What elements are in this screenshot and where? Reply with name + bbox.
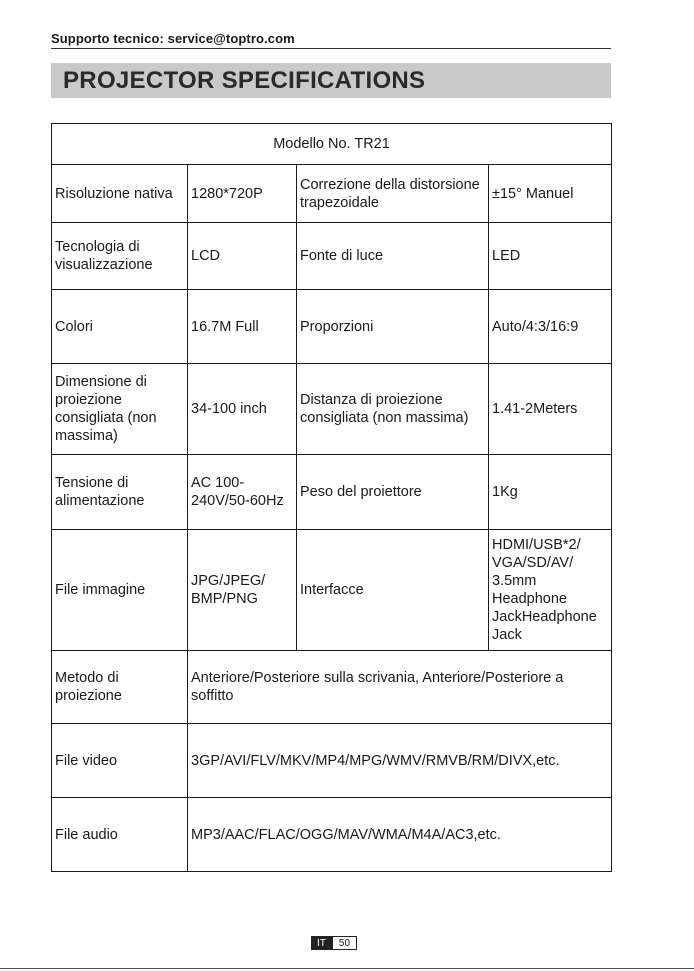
spec-value: Anteriore/Posteriore sulla scrivania, Anteriore/Posteriore a soffitto (188, 651, 612, 724)
spec-label: Tensione di alimentazione (52, 455, 188, 530)
page-number-badge (311, 936, 357, 950)
page-number: 50 (332, 936, 357, 950)
table-row (52, 530, 612, 651)
spec-value: AC 100-240V/50-60Hz (188, 455, 297, 530)
table-row (52, 724, 612, 798)
table-row (52, 223, 612, 290)
spec-value: MP3/AAC/FLAC/OGG/MAV/WMA/M4A/AC3,etc. (188, 798, 612, 872)
spec-value: HDMI/USB*2/ VGA/SD/AV/ 3.5mm Headphone JackHeadphone Jack (489, 530, 612, 651)
table-row (52, 651, 612, 724)
spec-label: File video (52, 724, 188, 798)
table-row (52, 455, 612, 530)
spec-value: 34-100 inch (188, 364, 297, 455)
spec-label: Dimensione di proiezione consigliata (non massima) (52, 364, 188, 455)
spec-label: File audio (52, 798, 188, 872)
section-title: PROJECTOR SPECIFICATIONS (51, 63, 611, 98)
spec-value: Auto/4:3/16:9 (489, 290, 612, 364)
spec-label: Distanza di proiezione consigliata (non massima) (297, 364, 489, 455)
table-row (52, 290, 612, 364)
spec-label: Peso del proiettore (297, 455, 489, 530)
spec-value: LED (489, 223, 612, 290)
footer-divider (0, 968, 694, 969)
table-row (52, 798, 612, 872)
spec-value: 1Kg (489, 455, 612, 530)
spec-value: JPG/JPEG/ BMP/PNG (188, 530, 297, 651)
table-title-row (52, 124, 612, 165)
spec-label: Tecnologia di visualizzazione (52, 223, 188, 290)
specs-table (51, 123, 612, 872)
spec-value: ±15° Manuel (489, 165, 612, 223)
support-contact: Supporto tecnico: service@toptro.com (51, 31, 295, 46)
header-divider (51, 48, 611, 49)
spec-label: Colori (52, 290, 188, 364)
spec-label: Proporzioni (297, 290, 489, 364)
spec-value: LCD (188, 223, 297, 290)
spec-label: Risoluzione nativa (52, 165, 188, 223)
spec-value: 1.41-2Meters (489, 364, 612, 455)
spec-label: Fonte di luce (297, 223, 489, 290)
spec-value: 16.7M Full (188, 290, 297, 364)
spec-label: Correzione della distorsione trapezoidale (297, 165, 489, 223)
table-row (52, 364, 612, 455)
spec-label: Interfacce (297, 530, 489, 651)
table-row (52, 165, 612, 223)
spec-label: File immagine (52, 530, 188, 651)
model-number: Modello No. TR21 (52, 124, 612, 165)
spec-label: Metodo di proiezione (52, 651, 188, 724)
spec-value: 3GP/AVI/FLV/MKV/MP4/MPG/WMV/RMVB/RM/DIVX,etc. (188, 724, 612, 798)
language-code: IT (311, 936, 332, 950)
spec-value: 1280*720P (188, 165, 297, 223)
